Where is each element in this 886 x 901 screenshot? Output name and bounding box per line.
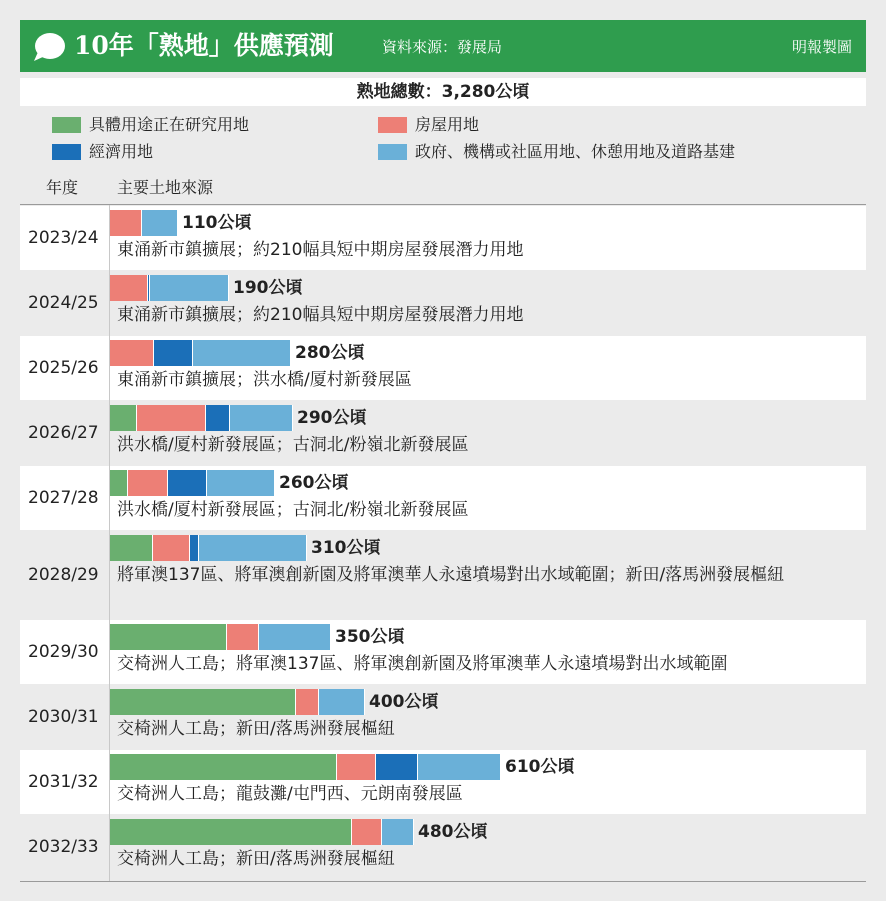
chart-row xyxy=(20,206,866,270)
legend-housing-label: 房屋用地 xyxy=(415,115,480,134)
bottom-divider xyxy=(20,881,866,882)
year-column-header: 年度 xyxy=(46,178,79,197)
bar-segment-gic xyxy=(150,275,229,301)
legend-economic-swatch xyxy=(52,144,81,160)
year-label: 2025/26 xyxy=(28,358,99,378)
year-label: 2030/31 xyxy=(28,707,99,727)
year-label: 2032/33 xyxy=(28,837,99,857)
bar-segment-gic xyxy=(418,754,501,780)
year-label: 2029/30 xyxy=(28,642,99,662)
bar-total-label: 610公頃 xyxy=(505,757,575,777)
bar-total-label: 310公頃 xyxy=(311,538,381,558)
year-label: 2024/25 xyxy=(28,293,99,313)
legend-economic-label: 經濟用地 xyxy=(89,142,154,161)
land-source-text: 交椅洲人工島；新田/落馬洲發展樞紐 xyxy=(117,849,395,869)
bar-segment-housing xyxy=(227,624,259,650)
bar-total-label: 190公頃 xyxy=(233,278,303,298)
bar-segment-gic xyxy=(319,689,365,715)
bar-segment-gic xyxy=(382,819,414,845)
credit: 明報製圖 xyxy=(791,38,852,56)
legend-housing xyxy=(378,115,479,135)
bar-segment-economic xyxy=(168,470,207,496)
land-source-text: 將軍澳137區、將軍澳創新園及將軍澳華人永遠墳場對出水域範圍；新田/落馬洲發展樞紐 xyxy=(117,565,785,585)
chart-row xyxy=(20,271,866,335)
chart-row xyxy=(20,336,866,400)
bar-segment-research xyxy=(110,624,227,650)
bar-segment-research xyxy=(110,535,153,561)
speech-bubble-icon xyxy=(32,32,66,62)
chart-row xyxy=(20,466,866,530)
bar-total-label: 480公頃 xyxy=(418,822,488,842)
chart-row xyxy=(20,620,866,684)
bar-segment-gic xyxy=(230,405,293,431)
bar-total-label: 350公頃 xyxy=(335,627,405,647)
bar-total-label: 280公頃 xyxy=(295,343,365,363)
bar-segment-gic xyxy=(199,535,307,561)
bar-total-label: 290公頃 xyxy=(297,408,367,428)
legend-housing-swatch xyxy=(378,117,407,133)
bar-segment-research xyxy=(110,470,128,496)
land-source-text: 交椅洲人工島；龍鼓灘/屯門西、元朗南發展區 xyxy=(117,784,463,804)
bar-segment-gic xyxy=(193,340,291,366)
title-banner xyxy=(20,20,866,72)
land-source-text: 洪水橋/厦村新發展區；古洞北/粉嶺北新發展區 xyxy=(117,435,469,455)
bar-segment-economic xyxy=(190,535,199,561)
legend-research xyxy=(52,115,249,135)
land-source-text: 東涌新市鎮擴展；洪水橋/厦村新發展區 xyxy=(117,370,412,390)
legend-gic xyxy=(378,142,735,162)
header-divider xyxy=(20,204,866,205)
bar-segment-housing xyxy=(110,210,142,236)
chart-row xyxy=(20,531,866,619)
year-label: 2031/32 xyxy=(28,772,99,792)
land-source-text: 交椅洲人工島；新田/落馬洲發展樞紐 xyxy=(117,719,395,739)
bar-segment-housing xyxy=(110,340,154,366)
bar-total-label: 110公頃 xyxy=(182,213,252,233)
chart-row xyxy=(20,401,866,465)
legend-research-swatch xyxy=(52,117,81,133)
land-source-text: 洪水橋/厦村新發展區；古洞北/粉嶺北新發展區 xyxy=(117,500,469,520)
legend-gic-swatch xyxy=(378,144,407,160)
bar-segment-economic xyxy=(206,405,230,431)
bar-total-label: 260公頃 xyxy=(279,473,349,493)
bar-segment-gic xyxy=(259,624,331,650)
year-label: 2027/28 xyxy=(28,488,99,508)
land-source-text: 交椅洲人工島；將軍澳137區、將軍澳創新園及將軍澳華人永遠墳場對出水域範圍 xyxy=(117,654,728,674)
bar-segment-housing xyxy=(153,535,190,561)
land-source-text: 東涌新市鎮擴展；約210幅具短中期房屋發展潛力用地 xyxy=(117,240,524,260)
bar-segment-housing xyxy=(110,275,148,301)
chart-title: 10年「熟地」供應預測 xyxy=(74,31,334,60)
chart-row xyxy=(20,750,866,814)
bar-segment-housing xyxy=(337,754,376,780)
legend-research-label: 具體用途正在研究用地 xyxy=(89,115,250,134)
year-label: 2026/27 xyxy=(28,423,99,443)
bar-total-label: 400公頃 xyxy=(369,692,439,712)
chart-row xyxy=(20,685,866,749)
source-column-header: 主要土地來源 xyxy=(117,178,214,197)
bar-segment-housing xyxy=(128,470,168,496)
bar-segment-research xyxy=(110,405,137,431)
legend-gic-label: 政府、機構或社區用地、休憩用地及道路基建 xyxy=(415,142,736,161)
bar-segment-housing xyxy=(352,819,382,845)
land-source-text: 東涌新市鎮擴展；約210幅具短中期房屋發展潛力用地 xyxy=(117,305,524,325)
bar-segment-research xyxy=(110,754,337,780)
year-label: 2028/29 xyxy=(28,565,99,585)
bar-segment-housing xyxy=(296,689,319,715)
bar-segment-research xyxy=(110,819,352,845)
total-label: 熟地總數：3,280公頃 xyxy=(20,78,866,106)
bar-segment-housing xyxy=(137,405,206,431)
legend-economic xyxy=(52,142,153,162)
chart-row xyxy=(20,815,866,879)
year-label: 2023/24 xyxy=(28,228,99,248)
bar-segment-economic xyxy=(154,340,193,366)
year-divider xyxy=(109,205,110,881)
bar-segment-gic xyxy=(207,470,275,496)
data-source: 資料來源：發展局 xyxy=(382,38,503,56)
bar-segment-gic xyxy=(142,210,178,236)
bar-segment-economic xyxy=(376,754,418,780)
bar-segment-research xyxy=(110,689,296,715)
